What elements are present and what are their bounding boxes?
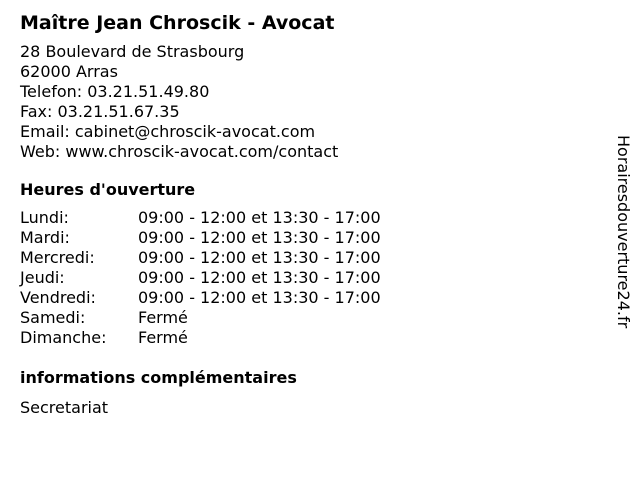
time-value: 09:00 - 12:00 et 13:30 - 17:00 [138,248,381,267]
hours-row-tuesday [20,228,600,248]
opening-hours-heading: Heures d'ouverture [20,180,196,199]
hours-row-monday [20,208,600,228]
hours-row-wednesday [20,248,600,268]
time-value: 09:00 - 12:00 et 13:30 - 17:00 [138,268,381,287]
phone-line: Telefon: 03.21.51.49.80 [20,82,210,101]
hours-row-friday [20,288,600,308]
time-value: 09:00 - 12:00 et 13:30 - 17:00 [138,208,381,227]
hours-row-sunday [20,328,600,348]
email-line: Email: cabinet@chroscik-avocat.com [20,122,316,141]
additional-info-heading: informations complémentaires [20,368,297,387]
day-label: Jeudi: [20,268,65,287]
site-watermark: Horairesdouverture24.fr [614,135,633,329]
business-card [20,10,600,418]
day-label: Mardi: [20,228,70,247]
day-label: Lundi: [20,208,69,227]
opening-hours-table [20,208,600,348]
hours-row-thursday [20,268,600,288]
day-label: Samedi: [20,308,86,327]
time-value: Fermé [138,328,188,347]
fax-line: Fax: 03.21.51.67.35 [20,102,180,121]
web-line: Web: www.chroscik-avocat.com/contact [20,142,339,161]
day-label: Vendredi: [20,288,96,307]
additional-info-text: Secretariat [20,398,109,417]
day-label: Mercredi: [20,248,95,267]
day-label: Dimanche: [20,328,107,347]
time-value: Fermé [138,308,188,327]
address-line-2: 62000 Arras [20,62,118,81]
time-value: 09:00 - 12:00 et 13:30 - 17:00 [138,228,381,247]
business-name: Maître Jean Chroscik - Avocat [20,12,335,34]
hours-row-saturday [20,308,600,328]
address-line-1: 28 Boulevard de Strasbourg [20,42,245,61]
time-value: 09:00 - 12:00 et 13:30 - 17:00 [138,288,381,307]
